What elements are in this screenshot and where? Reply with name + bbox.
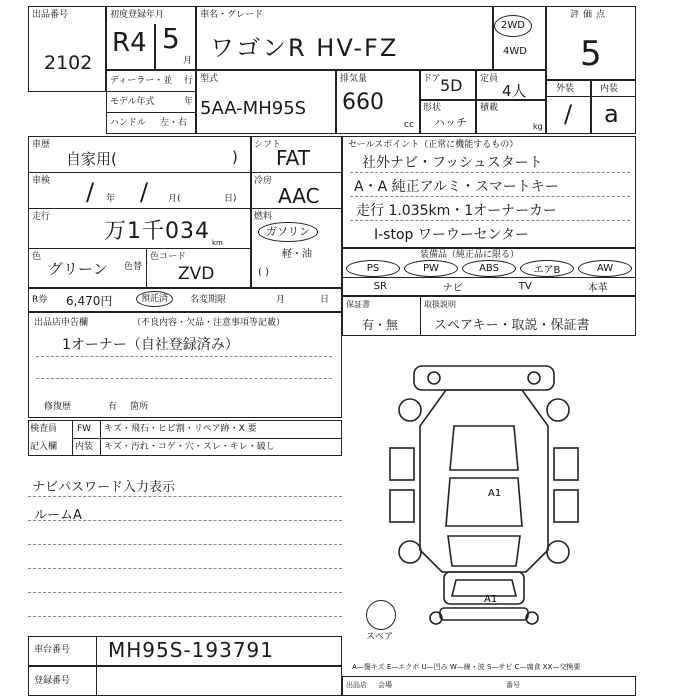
- color-code-value: ZVD: [178, 264, 215, 284]
- capacity-value: 4人: [502, 82, 527, 100]
- damage-mark: A1: [488, 488, 502, 499]
- reg-box: [28, 666, 342, 696]
- spare-label: スペア: [366, 632, 394, 642]
- selling-point-line: 走行 1.035km・1オーナーカー: [356, 203, 557, 219]
- vehicle-col-divider: [250, 136, 252, 288]
- usage-label: 車歴: [32, 140, 51, 150]
- insp-divider-h: [72, 438, 342, 439]
- sp-line-3: [350, 220, 630, 221]
- first-reg-label: 初度登録年月: [110, 10, 165, 20]
- color-code-label: 色コード: [150, 252, 187, 262]
- shape-label: 形状: [423, 103, 442, 113]
- ext-int-divider: [590, 80, 592, 134]
- color-label: 色: [32, 252, 42, 262]
- declaration-text: 1オーナー（自社登録済み）: [62, 337, 239, 353]
- spare-tire-icon: [366, 600, 396, 630]
- model-year-suffix: 年: [184, 97, 194, 107]
- recycle-label: R券: [32, 295, 48, 305]
- recycle-amount: 6,470円: [66, 294, 113, 308]
- accessories-label: 取扱説明: [424, 300, 456, 309]
- declaration-label: 出品店申告欄: [34, 318, 89, 328]
- equipment-item: PW: [404, 260, 458, 277]
- interior-check-value: キズ・汚れ・コゲ・穴・スレ・キレ・破し: [104, 442, 275, 452]
- fuel-label: 燃料: [254, 212, 273, 222]
- note-line-1: [28, 496, 342, 497]
- model-grade: ワゴンR HV-FZ: [210, 34, 399, 62]
- interior-check-label: 内装: [75, 442, 94, 452]
- usage-value: 自家用(: [66, 150, 117, 168]
- selling-point-line: I-stop ワーウーセンター: [374, 227, 530, 243]
- equipment-label: 装備品（純正品に限る）: [420, 250, 520, 260]
- repair-value: 有: [108, 402, 118, 412]
- name-change-day-unit: 日: [320, 295, 330, 305]
- drive-divider: [492, 6, 494, 70]
- inspection-month-unit: 月(: [168, 194, 181, 204]
- footer-small-label: 番号: [506, 681, 520, 689]
- ac-value: AAC: [278, 184, 320, 208]
- load-unit: kg: [533, 122, 543, 131]
- dealer-suffix: 行: [184, 76, 194, 86]
- color-code-divider: [146, 248, 147, 288]
- recycle-status: 預託済: [136, 291, 173, 307]
- exterior-label: 外装: [556, 84, 575, 94]
- warranty-options: 有・無: [362, 318, 399, 332]
- notes-label: 記入欄: [30, 442, 58, 452]
- equipment-item: ナビ: [442, 283, 463, 294]
- equipment-item: エアB: [520, 260, 574, 277]
- equipment-item: TV: [518, 281, 532, 292]
- fuel-value-selected: ガソリン: [258, 222, 318, 242]
- fuel-light-oil: 軽・油: [282, 249, 312, 260]
- inspection-label: 車検: [32, 176, 51, 186]
- vehicle-row-3: [28, 248, 250, 249]
- equipment-item: SR: [373, 281, 387, 292]
- damage-legend: A—傷キズ E—エクボ U—凹み W—線・波 S—サビ C—腐食 XX—交換要: [352, 663, 581, 671]
- sp-line-2: [350, 196, 630, 197]
- handle-options: 左・右: [160, 118, 188, 128]
- color-swap-label: 色替: [124, 262, 143, 272]
- first-reg-month: 5: [162, 22, 180, 55]
- drive-2wd-selected: 2WD: [494, 15, 532, 37]
- equipment-item: PS: [346, 260, 400, 277]
- vehicle-row-2: [28, 208, 342, 209]
- inspector-label: 検査員: [30, 424, 58, 434]
- inspection-year: /: [86, 178, 95, 206]
- footer-small-label: 会場: [378, 681, 392, 689]
- type-value: 5AA-MH95S: [200, 98, 307, 119]
- note-line-4: [28, 568, 342, 569]
- ac-label: 冷房: [254, 176, 273, 186]
- color-value: グリーン: [48, 260, 108, 278]
- car-damage-diagram: [370, 340, 610, 652]
- displacement-label: 排気量: [340, 74, 368, 84]
- selling-point-line: 社外ナビ・フッシュスタート: [362, 155, 543, 171]
- warranty-divider: [420, 296, 421, 336]
- row2-line-a: [106, 91, 196, 92]
- chassis-label: 車台番号: [34, 645, 71, 655]
- shape-value: ハッチ: [434, 116, 467, 129]
- handle-label: ハンドル: [110, 118, 147, 128]
- equipment-row-2: [344, 278, 634, 295]
- ext-int-hline: [546, 96, 636, 97]
- score-value: 5: [580, 34, 602, 74]
- interior-value: a: [604, 100, 619, 128]
- doors-label: ドア: [423, 74, 441, 84]
- note-line-3: [28, 544, 342, 545]
- mileage-value: 万1千034: [104, 219, 210, 244]
- type-label: 型式: [200, 74, 219, 84]
- decl-line-1: [36, 356, 332, 357]
- name-change-month-unit: 月: [276, 295, 286, 305]
- shift-value: FAT: [276, 146, 311, 170]
- selling-point-line: A・A 純正アルミ・スマートキー: [354, 179, 559, 195]
- model-year-label: モデル年式: [110, 97, 155, 107]
- name-change-label: 名変期限: [190, 295, 227, 305]
- footer-small-label: 出品店: [346, 681, 367, 689]
- score-label: 評価点: [570, 10, 610, 20]
- capacity-label: 定員: [480, 74, 499, 84]
- displacement-unit: cc: [404, 120, 414, 130]
- mileage-label: 走行: [32, 212, 51, 222]
- lot-number: 2102: [44, 52, 93, 74]
- vehicle-row-1: [28, 172, 342, 173]
- note-line-text: ルームA: [34, 508, 82, 523]
- load-label: 積載: [480, 103, 499, 113]
- selling-points-label: セールスポイント（正常に機能するもの）: [348, 140, 519, 150]
- damage-mark: A1: [484, 594, 498, 605]
- equipment-item: 本革: [587, 283, 608, 294]
- model-grade-label: 車名・グレード: [200, 10, 264, 20]
- reg-label: 登録番号: [34, 676, 71, 686]
- inspection-year-unit: 年: [106, 194, 116, 204]
- sp-line-1: [350, 172, 630, 173]
- usage-close: ): [232, 148, 238, 166]
- first-reg-divider: [154, 24, 156, 70]
- chassis-value: MH95S-193791: [108, 638, 275, 662]
- fw-label: FW: [77, 424, 92, 434]
- note-line-6: [28, 616, 342, 617]
- inspection-day-unit: 日): [224, 194, 237, 204]
- warranty-label: 保証書: [346, 300, 370, 309]
- repair-label: 修復歴: [44, 402, 72, 412]
- inspection-month: /: [140, 178, 149, 206]
- declaration-hint: （不良内容・欠品・注意事項等記載）: [132, 318, 286, 328]
- equipment-item: AW: [578, 260, 632, 277]
- row2-line-b: [106, 112, 196, 113]
- doors-value: 5D: [440, 76, 463, 95]
- mileage-unit: km: [212, 239, 223, 247]
- equipment-item: ABS: [462, 260, 516, 277]
- first-reg-era-year: R4: [112, 28, 147, 58]
- fw-value: キズ・飛石・ヒビ割・リペア跡・X 要: [104, 424, 257, 434]
- equipment-row-1: [344, 260, 634, 277]
- exterior-value: /: [564, 100, 573, 128]
- dealer-label: ディーラー・並: [110, 76, 173, 86]
- displacement-value: 660: [342, 90, 384, 115]
- note-line-5: [28, 592, 342, 593]
- fuel-paren: ( ): [258, 267, 269, 278]
- repair-places: 箇所: [130, 402, 149, 412]
- interior-label: 内装: [600, 84, 619, 94]
- first-reg-month-unit: 月: [183, 56, 193, 66]
- lot-label: 出品番号: [32, 10, 69, 20]
- decl-line-2: [36, 378, 332, 379]
- note-line-text: ナビパスワード入力表示: [32, 480, 176, 495]
- drive-4wd: 4WD: [503, 46, 527, 57]
- shift-label: シフト: [254, 140, 282, 150]
- accessories-value: スペアキー・取説・保証書: [434, 318, 590, 333]
